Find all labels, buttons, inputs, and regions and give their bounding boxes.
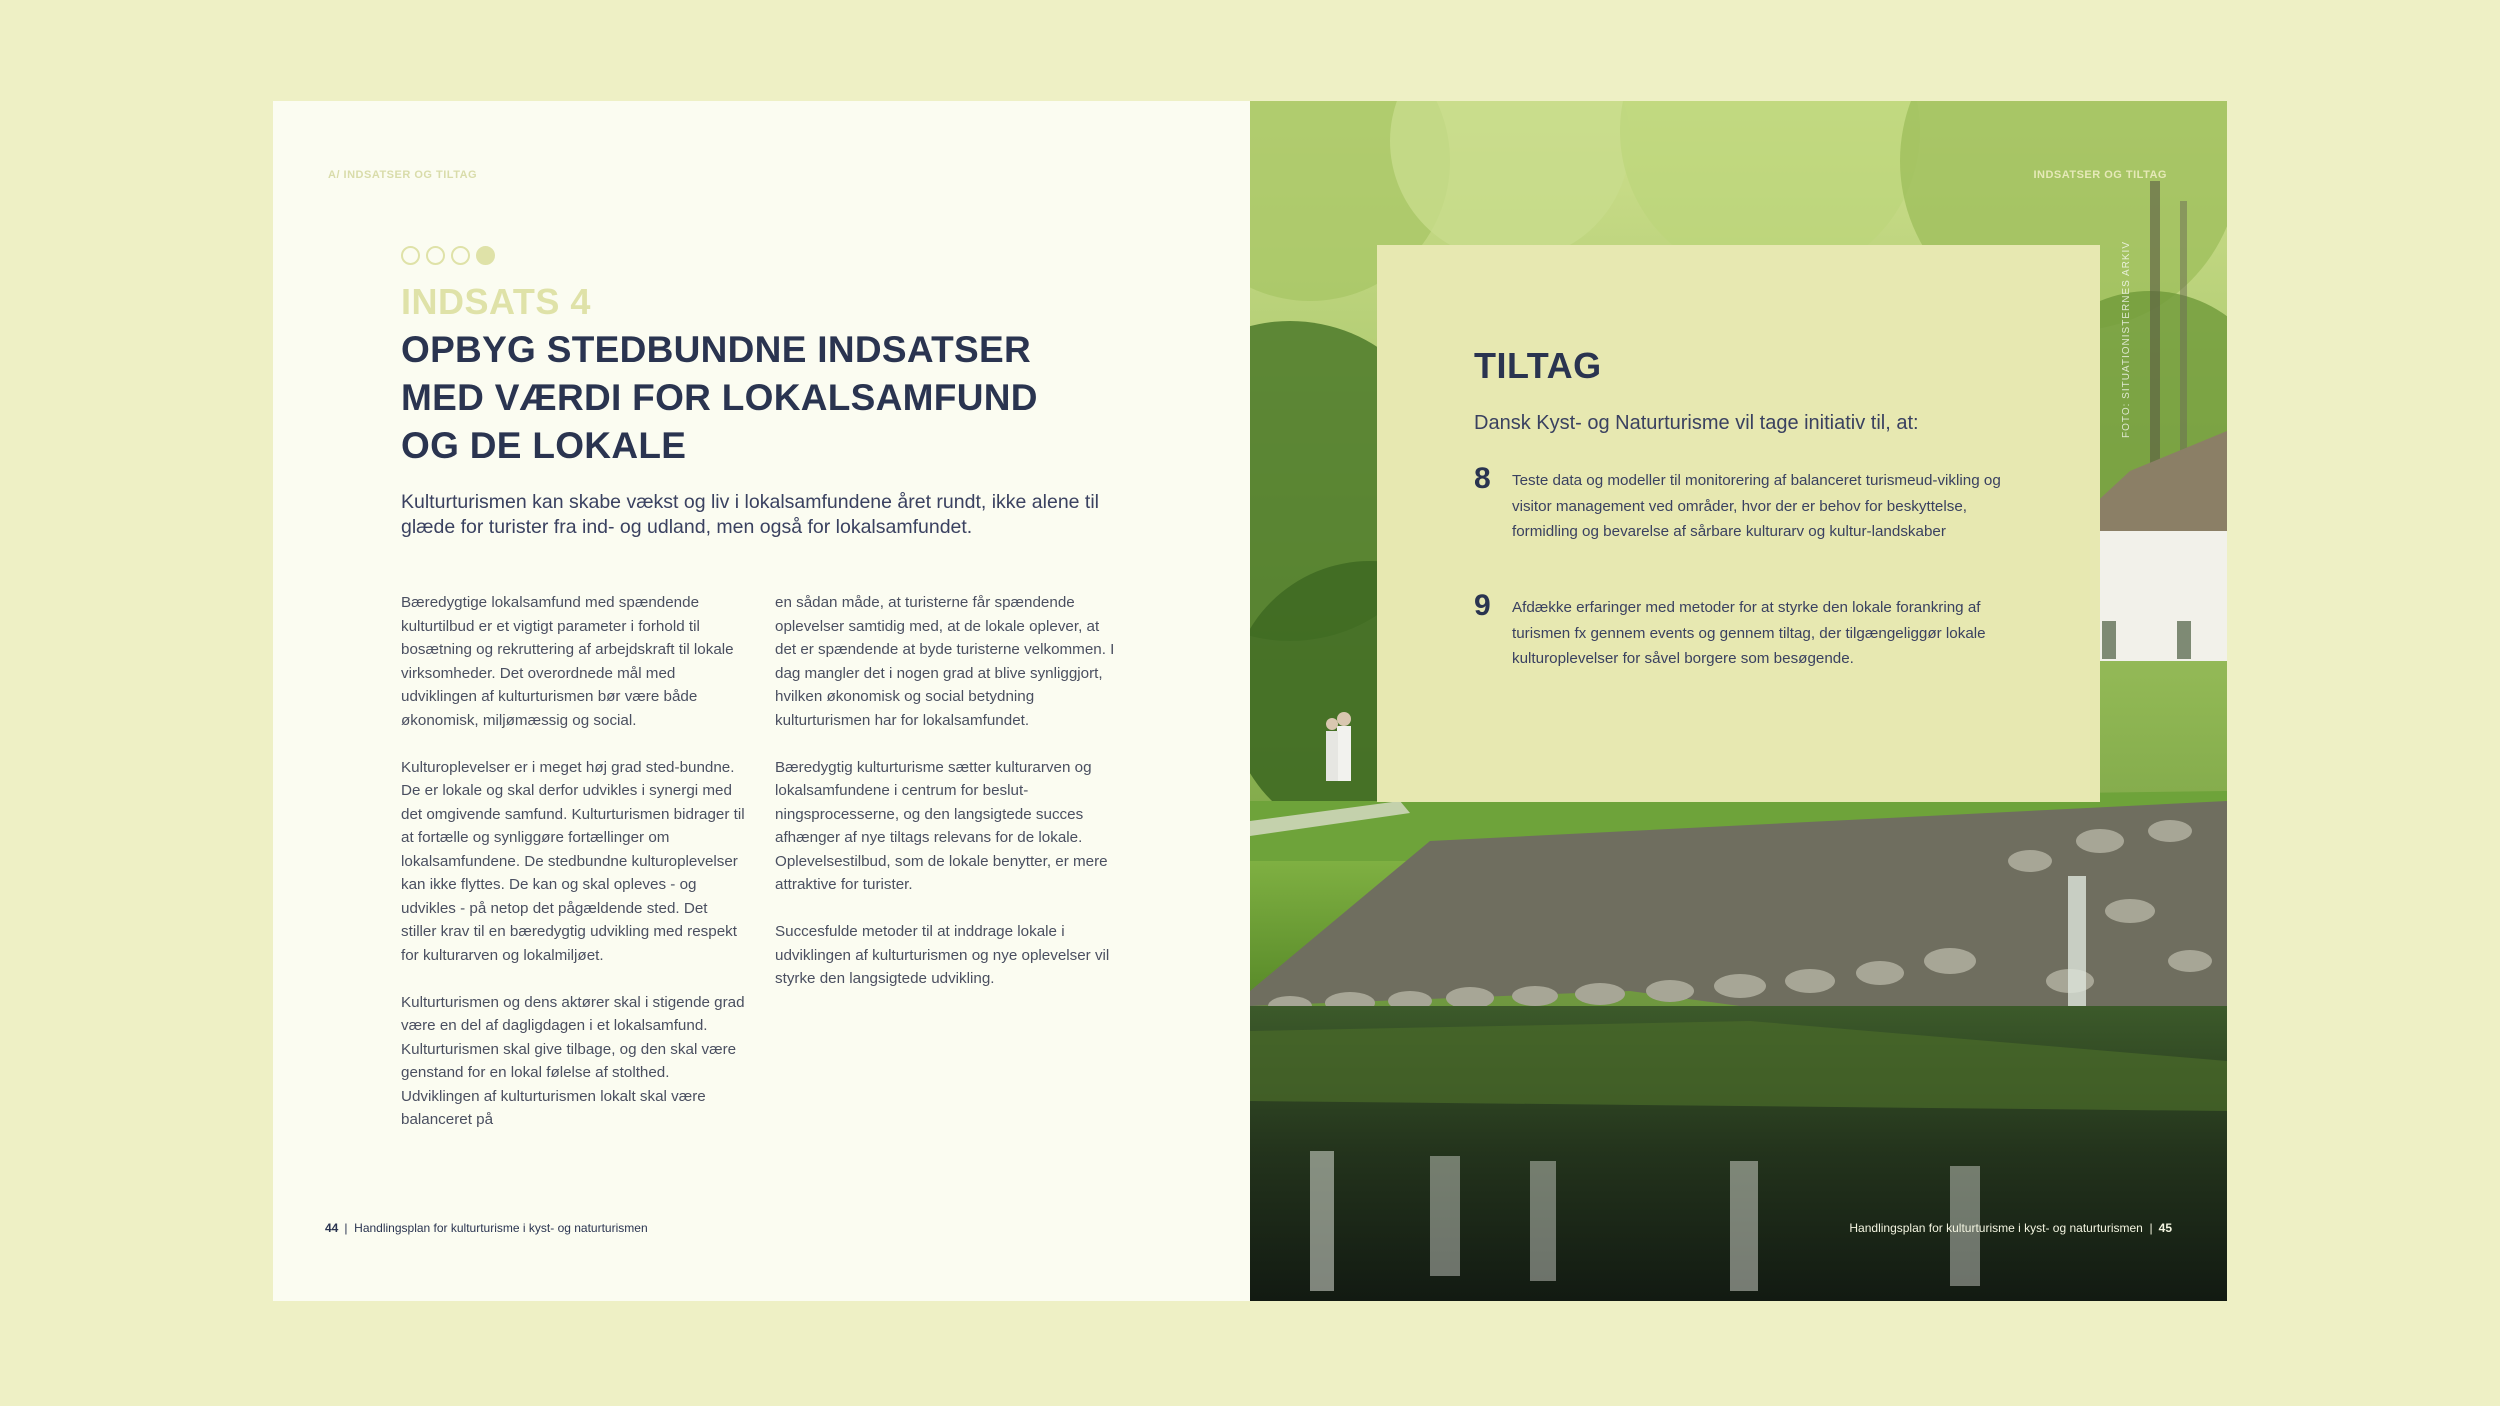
progress-dots (401, 246, 495, 265)
document-spread (273, 101, 2227, 1301)
footer (325, 1221, 648, 1235)
body-column-1 (401, 591, 746, 1155)
running-head: INDSATSER OG TILTAG (2033, 169, 2167, 181)
running-head: A/ INDSATSER OG TILTAG (328, 169, 478, 181)
item-text: Afdække erfaringer med metoder for at styrke den lokale forankring af turismen fx gennem events og gennem tiltag, der tilgængeliggør lokale kulturoplevelser for såvel borgere som besøgende. (1512, 599, 1986, 667)
progress-dot (401, 246, 420, 265)
tiltag-box (1377, 245, 2100, 802)
body-paragraph: Kulturoplevelser er i meget høj grad sted-bundne. De er lokale og skal derfor udvikles i synergi med det omgivende samfund. Kulturturismen bidrager til at fortælle og synliggøre fortællinger om lokalsamfundene. De stedbundne kulturoplevelser kan ikke flyttes. De kan og skal opleves - og udvikles - på netop det pågældende sted. Det stiller krav til en bæredygtig udvikling med respekt for kulturarven og lokalmiljøet. (401, 758, 745, 964)
title-line: OPBYG STEDBUNDNE INDSATSER (401, 329, 1032, 370)
body-paragraph: en sådan måde, at turisterne får spændende oplevelser samtidig med, at de lokale oplever, at det er spændende at byde turisterne velkommen. I dag mangler det i nogen grad at blive synliggjort, hvilken økonomisk og social betydning kulturturismen har for lokalsamfundet. (775, 594, 1115, 729)
left-page (273, 101, 1250, 1301)
page-title (401, 326, 1121, 470)
footer-text: Handlingsplan for kulturturisme i kyst- og naturturismen (1849, 1221, 2143, 1235)
body-paragraph: Kulturturismen og dens aktører skal i stigende grad være en del af dagligdagen i et lokalsamfund. Kulturturismen skal give tilbage, og den skal være genstand for en lokal følelse af stolthed. Udviklingen af kulturturismen lokalt skal være balanceret på (401, 993, 745, 1128)
tiltag-intro: Dansk Kyst- og Naturturisme vil tage initiativ til, at: (1474, 412, 1919, 434)
item-text: Teste data og modeller til monitorering af balanceret turismeud-vikling og visitor management ved områder, hvor der er behov for beskyttelse, formidling og bevarelse af sårbare kulturarv og kultur-landskaber (1512, 472, 2001, 540)
page-number: 45 (2158, 1221, 2172, 1235)
section-kicker: INDSATS 4 (401, 281, 591, 322)
body-paragraph: Bæredygtige lokalsamfund med spændende kulturtilbud er et vigtigt parameter i forhold til bosætning og rekruttering af arbejdskraft til lokale virksomheder. Det overordnede mål med udviklingen af kulturturismen bør være både økonomisk, miljømæssig og social. (401, 594, 734, 729)
title-line: MED VÆRDI FOR LOKALSAMFUND (401, 377, 1038, 418)
body-paragraph: Succesfulde metoder til at inddrage lokale i udviklingen af kulturturismen og nye oplevelser vil styrke den langsigtede udvikling. (775, 923, 1110, 987)
progress-dot-active (476, 246, 495, 265)
footer (1849, 1221, 2172, 1235)
body-column-2 (775, 591, 1120, 1014)
lead-paragraph: Kulturturismen kan skabe vækst og liv i lokalsamfundene året rundt, ikke alene til glæde for turister fra ind- og udland, men også for lokalsamfundet. (401, 491, 1100, 538)
item-number: 9 (1474, 589, 1491, 622)
page-number: 44 (325, 1221, 339, 1235)
item-number: 8 (1474, 462, 1491, 495)
title-line: OG DE LOKALE (401, 425, 687, 466)
footer-separator: | (2149, 1221, 2153, 1235)
progress-dot (451, 246, 470, 265)
progress-dot (426, 246, 445, 265)
tiltag-title: TILTAG (1474, 345, 1602, 386)
photo-credit: FOTO: SITUATIONISTERNES ARKIV (2121, 241, 2132, 438)
footer-text: Handlingsplan for kulturturisme i kyst- og naturturismen (354, 1221, 648, 1235)
right-page (1250, 101, 2227, 1301)
footer-separator: | (344, 1221, 348, 1235)
body-paragraph: Bæredygtig kulturturisme sætter kulturarven og lokalsamfundene i centrum for beslut-ningsprocesserne, og den langsigtede succes afhænger af nye tiltags relevans for de lokale. Oplevelsestilbud, som de lokale benytter, er mere attraktive for turister. (775, 758, 1108, 893)
